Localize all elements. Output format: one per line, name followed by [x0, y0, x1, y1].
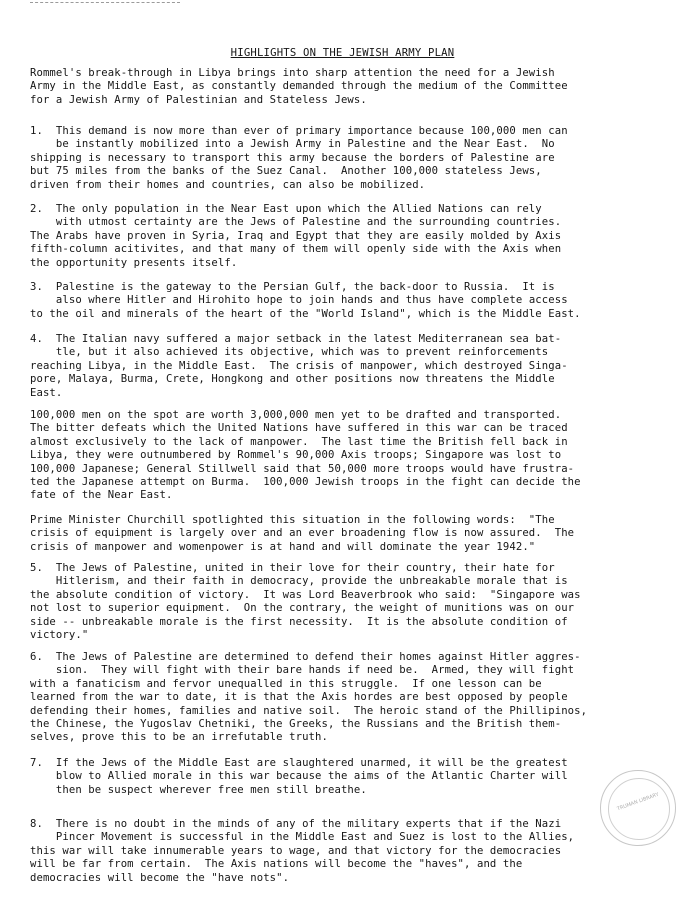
stamp-text: TRUMAN LIBRARY: [616, 791, 660, 813]
paragraph-4-churchill-quote: Prime Minister Churchill spotlighted this situation in the following words: "The crisis of equipment is largely over and an ever broadening flow is now assured. The crisis of manpower and womenpower is at hand and will dominate the year 1942.": [30, 514, 575, 553]
paragraph-7: 7. If the Jews of the Middle East are slaughtered unarmed, it will be the greatest blow to Allied morale in this war because the aims of the Atlantic Charter will then be suspect wherever free men still breathe.: [30, 757, 568, 796]
document-title: HIGHLIGHTS ON THE JEWISH ARMY PLAN: [230, 47, 455, 59]
intro-paragraph: Rommel's break-through in Libya brings into sharp attention the need for a Jewish Army in the Middle East, as constantly demanded through the medium of the Committee for a Jewish Army of Palestinian and Stateless Jews.: [30, 67, 568, 106]
paragraph-1: 1. This demand is now more than ever of primary importance because 100,000 men can be instantly mobilized into a Jewish Army in Palestine and the Near East. No shipping is necessary to transport this army because the borders of Palestine are but 75 miles from the banks of the Suez Canal. Another 100,000 stateless Jews, driven from their homes and countries, can also be mobilized.: [30, 125, 568, 191]
library-stamp-seal: [600, 770, 676, 846]
paragraph-8: 8. There is no doubt in the minds of any of the military experts that if the Nazi Pincer Movement is successful in the Middle East and Suez is lost to the Allies, this war will take innumerable years to wage, and that victory for the democracies will be far from certain. The Axis nations will become the "haves", and the democracies will become the "have nots".: [30, 818, 575, 884]
paragraph-4-manpower: 100,000 men on the spot are worth 3,000,000 men yet to be drafted and transported. The bitter defeats which the United Nations have suffered in this war can be traced almost exclusively to the lack of manpower. The last time the British fell back in Libya, they were outnumbered by Rommel's 90,000 Axis troops; Singapore was lost to 100,000 Japanese; General Stillwell said that 50,000 more troops would have frustra- ted the Japanese attempt on Burma. 100,000 Jewish troops in the fight can decide the fate of the Near East.: [30, 409, 581, 502]
paragraph-2: 2. The only population in the Near East upon which the Allied Nations can rely with utmost certainty are the Jews of Palestine and the surrounding countries. The Arabs have proven in Syria, Iraq and Egypt that they are easily molded by Axis fifth-column acitivites, and that many of them will openly side with the Axis when the opportunity presents itself.: [30, 203, 562, 269]
paragraph-5: 5. The Jews of Palestine, united in their love for their country, their hate for Hitlerism, and their faith in democracy, provide the unbreakable morale that is the absolute condition of victory. It was Lord Beaverbrook who said: "Singapore was not lost to superior equipment. On the contrary, the weight of munitions was on our side -- unbreakable morale is the first necessity. It is the absolute condition of victory.": [30, 562, 581, 642]
paragraph-3: 3. Palestine is the gateway to the Persian Gulf, the back-door to Russia. It is also where Hitler and Hirohito hope to join hands and thus have complete access to the oil and minerals of the heart of the "World Island", which is the Middle East.: [30, 281, 581, 320]
paragraph-6: 6. The Jews of Palestine are determined to defend their homes against Hitler aggres- sion. They will fight with their bare hands if need be. Armed, they will fight with a fanaticism and fervor unequalled in this struggle. If one lesson can be learned from the war to date, it is that the Axis hordes are best opposed by people defending their homes, families and native soil. The heroic stand of the Phillipinos, the Chinese, the Yugoslav Chetniki, the Greeks, the Russians and the British them- selves, prove this to be an irrefutable truth.: [30, 651, 588, 744]
scan-edge-marks: [30, 2, 180, 7]
paragraph-4: 4. The Italian navy suffered a major setback in the latest Mediterranean sea bat- tle, but it also achieved its objective, which was to prevent reinforcements reaching Libya, in the Middle East. The crisis of manpower, which destroyed Singa- pore, Malaya, Burma, Crete, Hongkong and other positions now threatens the Middle East.: [30, 333, 568, 399]
